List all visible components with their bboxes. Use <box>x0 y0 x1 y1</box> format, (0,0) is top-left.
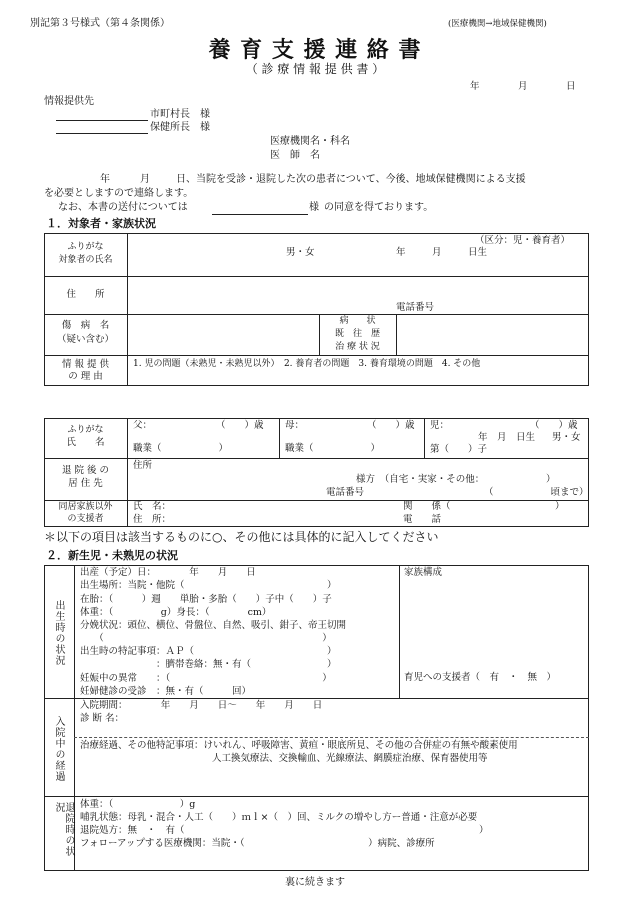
after-care-options[interactable]: 様方 （自宅・実家・その他： ） <box>356 474 556 485</box>
childcare-supporter[interactable]: 育児への支援者（ 有 ・ 無 ） <box>404 672 557 683</box>
child-order[interactable]: 第（ ）子 <box>430 444 488 455</box>
supporter-phone: 電 話 <box>403 514 442 525</box>
family-name-label: 氏 名 <box>66 437 105 448</box>
date-day: 日 <box>566 81 576 92</box>
discharge-status-label: 退院時の状況 <box>53 802 74 857</box>
reason-label-2: の 理 由 <box>68 371 103 382</box>
birth-day: 日生 <box>468 247 488 258</box>
section1-heading: １．対象者・家族状況 <box>46 217 156 230</box>
birth-status-row[interactable]: 体重：（ g）身長：（ cm） <box>80 607 272 618</box>
intro-consent: の同意を得ております。 <box>324 202 434 213</box>
birth-status-row[interactable]: 出生時の特記事項：ＡＰ（ ） <box>80 646 337 657</box>
after-address: 住所 <box>133 460 153 471</box>
sex-select[interactable]: 男・女 <box>286 247 315 258</box>
intro-year: 年 <box>100 174 110 185</box>
supporter-label-2: の支援者 <box>67 514 104 524</box>
intro-line2: を必要としますので連絡します。 <box>44 188 194 199</box>
mother-job[interactable]: 職業（ ） <box>285 443 381 454</box>
diagnosis-label: 診 断 名： <box>80 713 125 724</box>
hospital-course-label: 入院中の経過 <box>53 716 64 782</box>
birth-month: 月 <box>432 247 442 258</box>
after-until[interactable]: （ 頃まで） <box>484 487 589 498</box>
reason-label: 情 報 提 供 <box>61 359 110 370</box>
address-label: 住 所 <box>66 289 105 300</box>
supporter-relation[interactable]: 関 係（ ） <box>403 501 565 512</box>
birth-status-row[interactable]: ：臍帯巻絡：無・有（ ） <box>80 659 337 670</box>
page-subtitle: （ 診 療 情 報 提 供 書 ） <box>245 62 385 76</box>
history-label: 既 往 歴 <box>334 329 380 339</box>
after-discharge-label-2: 居 住 先 <box>68 478 103 489</box>
child-birth: 年 月 日生 <box>478 432 536 443</box>
subject-name-label: 対象者の氏名 <box>58 255 113 265</box>
feeding-status[interactable]: 哺乳状態：母乳・混合・人工（ ）ｍｌ×（ ）回、ミルクの増やし方ー普通・注意が必要 <box>80 812 478 823</box>
followup-institution[interactable]: フォローアップする医療機関：当院・（ ）病院、診療所 <box>80 838 435 849</box>
child-sex[interactable]: 男・女 <box>552 432 581 443</box>
family-structure-label: 家族構成 <box>404 567 443 578</box>
mother-age[interactable]: （ ）歳 <box>367 420 415 431</box>
reason-options[interactable]: 1. 児の問題（未熟児・未熟児以外） 2. 養育者の問題 3. 養育環境の問題 4. その他 <box>133 359 481 369</box>
birth-status-row[interactable]: 出産（予定）日： 年 月 日 <box>80 567 256 578</box>
treatment-course-2: 人工換気療法、交換輸血、光線療法、網膜症治療、保育器使用等 <box>212 753 488 764</box>
father-label: 父： <box>133 420 153 431</box>
disease-label: 傷 病 名 <box>61 320 110 331</box>
health-center-label: 保健所長 様 <box>150 122 210 133</box>
child-age[interactable]: （ ）歳 <box>530 420 578 431</box>
birth-status-row[interactable]: 分娩状況：頭位、横位、骨盤位、自然、吸引、鉗子、帝王切開 <box>80 620 347 631</box>
instruction-notice: ＊以下の項目は該当するものに○、その他には具体的に記入してください <box>44 530 439 544</box>
intro-line1: 日、当院を受診・退院した次の患者について、今後、地域保健機関による支援 <box>176 174 526 185</box>
treatment-label: 治 療 状 況 <box>335 342 380 352</box>
child-label: 児： <box>430 420 450 431</box>
discharge-prescription[interactable]: 退院処方：無 ・ 有（ ） <box>80 825 489 836</box>
birth-status-row[interactable]: 出生場所：当院・他院（ ） <box>80 580 337 591</box>
birth-status-label: 出生時の状況 <box>53 600 64 666</box>
route-note: (医療機関→地域保健機関) <box>448 19 547 29</box>
discharge-weight[interactable]: 体重：（ ）g <box>80 799 196 810</box>
section2-heading: ２．新生児・未熟児の状況 <box>46 549 178 562</box>
furigana-label: ふりがな <box>67 242 104 252</box>
after-phone: 電話番号 <box>326 487 365 498</box>
category-field[interactable]: （区分：児・養育者） <box>475 235 571 246</box>
birth-status-row[interactable]: 妊婦健診の受診 ：無・有（ 回） <box>80 686 252 697</box>
intro-line3: なお、本書の送付については <box>58 202 188 213</box>
after-discharge-label: 退 院 後 の <box>61 465 110 476</box>
form-number: 別記第３号様式（第４条関係） <box>30 18 170 29</box>
intro-sama: 様 <box>309 202 319 213</box>
intro-month: 月 <box>140 174 150 185</box>
phone-label: 電話番号 <box>396 302 435 313</box>
supporter-name: 氏 名： <box>133 501 172 512</box>
hospital-period[interactable]: 入院期間： 年 月 日～ 年 月 日 <box>80 700 323 711</box>
mother-label: 母： <box>285 420 305 431</box>
treatment-course: 治療経過、その他特記事項：けいれん、呼吸障害、黄疸・眼底所見、その他の合併症の有無や酸素使用 <box>80 740 518 751</box>
supporter-label: 同居家族以外 <box>58 502 113 512</box>
institution-label: 医療機関名・科名 <box>270 136 350 147</box>
recipient-label: 情報提供先 <box>44 96 94 107</box>
continued-note: 裏に続きます <box>285 877 345 888</box>
symptom-label: 病 状 <box>339 316 376 326</box>
mayor-label: 市町村長 様 <box>150 109 210 120</box>
date-year: 年 <box>470 81 480 92</box>
birth-status-row[interactable]: 在胎：（ ）週 単胎・多胎（ ）子中（ ）子 <box>80 594 332 605</box>
supporter-address: 住 所： <box>133 514 172 525</box>
doctor-label: 医 師 名 <box>270 150 320 161</box>
father-age[interactable]: （ ）歳 <box>216 420 264 431</box>
family-furigana-label: ふりがな <box>67 425 104 435</box>
disease-note: （疑い含む） <box>56 334 114 345</box>
father-job[interactable]: 職業（ ） <box>133 443 229 454</box>
page-title: 養 育 支 援 連 絡 書 <box>208 37 422 63</box>
birth-year: 年 <box>396 247 406 258</box>
birth-status-row[interactable]: 妊娠中の異常 ：（ ） <box>80 673 332 684</box>
date-month: 月 <box>518 81 528 92</box>
birth-status-row[interactable]: （ ） <box>80 633 332 644</box>
